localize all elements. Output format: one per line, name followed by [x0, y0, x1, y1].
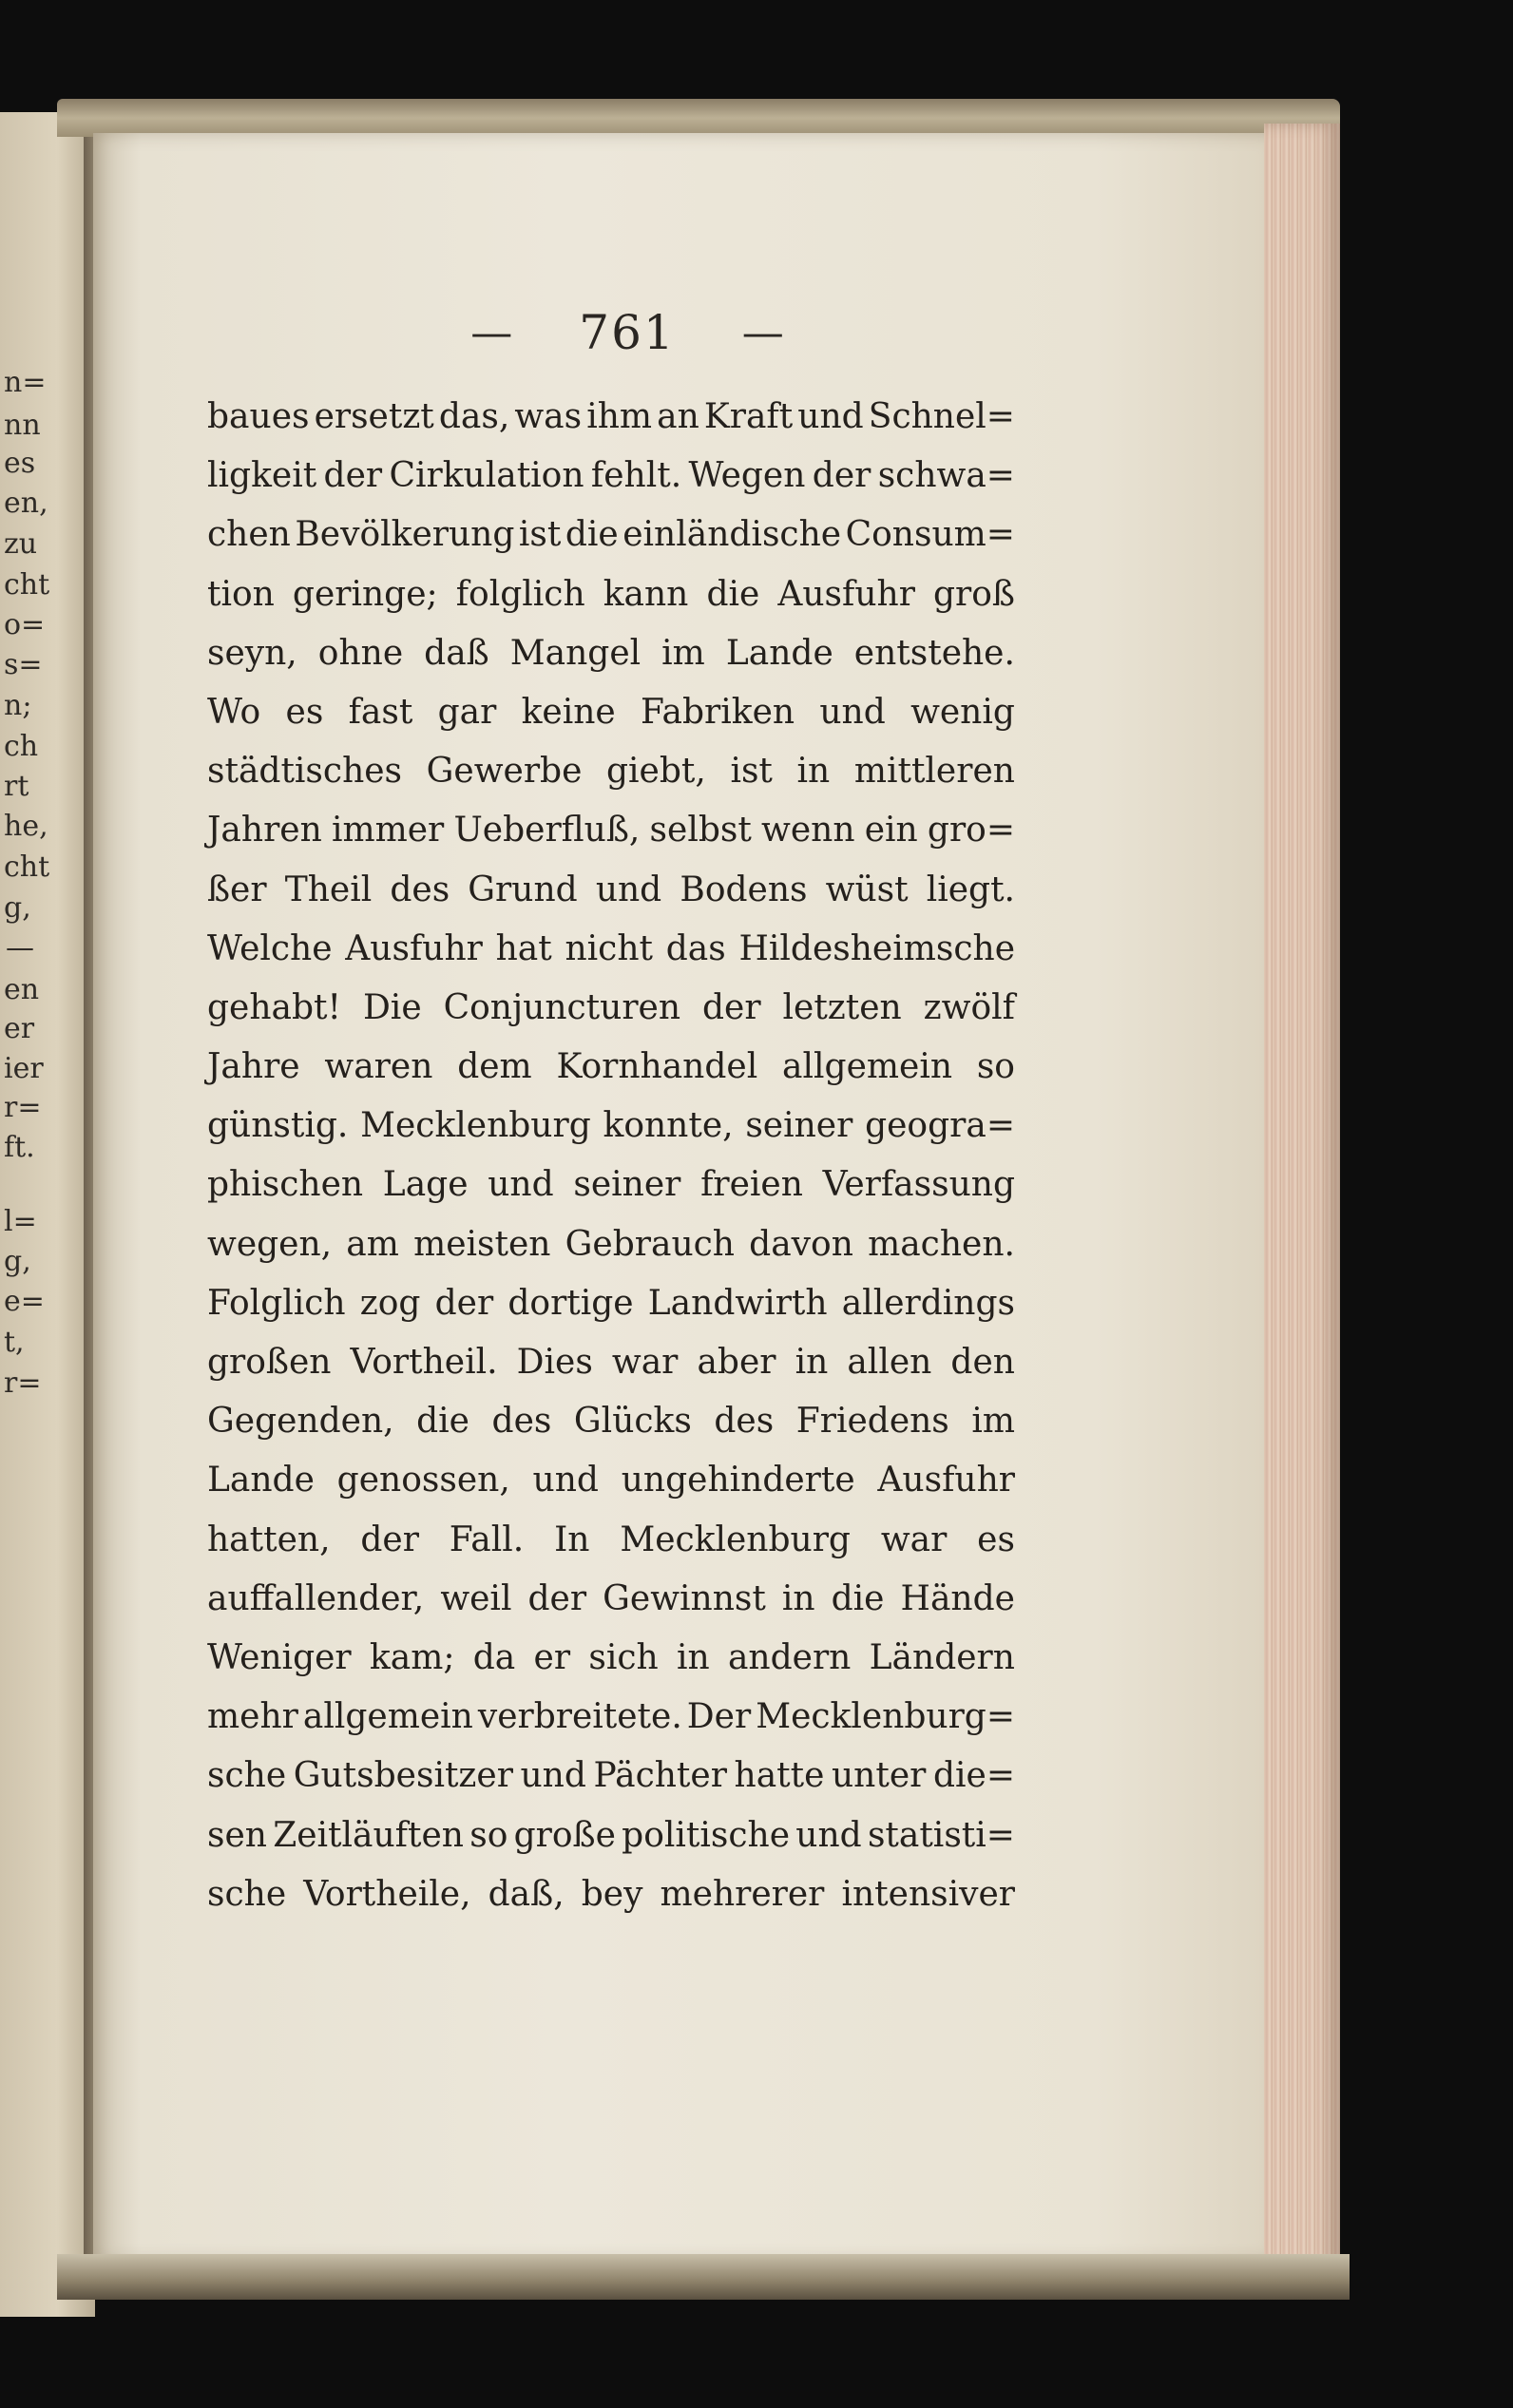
left-page-fragment: zu [4, 527, 38, 561]
left-page-fragment: en, [4, 487, 48, 520]
left-page-fragment: g, [4, 891, 31, 925]
facing-left-page [0, 112, 95, 2317]
header-dash-left: — [470, 308, 513, 357]
left-page-fragment: es [4, 447, 36, 480]
left-page-fragment: nn [4, 409, 41, 442]
text-line: Weniger kam; da er sich in andern Ländern [207, 1637, 1015, 1677]
text-line: baues ersetzt das, was ihm an Kraft und Schnel= [207, 397, 1015, 436]
text-line: ligkeit der Cirkulation fehlt. Wegen der schwa= [207, 456, 1015, 496]
text-line: mehr allgemein verbreitete. Der Mecklenburg= [207, 1697, 1015, 1737]
text-line: Folglich zog der dortige Landwirth allerdings [207, 1283, 1015, 1323]
left-page-fragment: s= [4, 648, 43, 681]
text-line: sche Gutsbesitzer und Pächter hatte unter die= [207, 1756, 1015, 1796]
left-page-fragment: rt [4, 770, 29, 803]
left-page-fragment: r= [4, 1091, 42, 1124]
text-line: Jahren immer Ueberfluß, selbst wenn ein gro= [207, 811, 1015, 850]
page-fore-edge [1264, 124, 1340, 2271]
left-page-fragment: cht [4, 850, 50, 884]
left-page-fragment: — [6, 931, 34, 965]
page-top-edge [57, 99, 1340, 137]
left-page-fragment: he, [4, 810, 48, 843]
left-page-fragment: l= [4, 1205, 37, 1238]
text-line: Welche Ausfuhr hat nicht das Hildesheimsche [207, 928, 1015, 968]
text-line: ßer Theil des Grund und Bodens wüst liegt. [207, 870, 1015, 909]
left-page-fragment: t, [4, 1326, 25, 1359]
left-page-fragment: cht [4, 568, 50, 602]
text-line: städtisches Gewerbe giebt, ist in mittleren [207, 752, 1015, 792]
text-line: auffallender, weil der Gewinnst in die Hände [207, 1578, 1015, 1618]
page-bottom-edge [57, 2254, 1350, 2300]
text-line: großen Vortheil. Dies war aber in allen den [207, 1343, 1015, 1382]
page-number: 761 [579, 305, 676, 360]
text-line: Wo es fast gar keine Fabriken und wenig [207, 692, 1015, 732]
left-page-fragment: en [4, 973, 40, 1006]
left-page-fragment: n; [4, 689, 32, 722]
left-page-fragment: g, [4, 1245, 31, 1278]
text-line: tion geringe; folglich kann die Ausfuhr groß [207, 574, 1015, 614]
left-page-fragment: e= [4, 1285, 45, 1318]
text-line: günstig. Mecklenburg konnte, seiner geogra= [207, 1106, 1015, 1146]
text-line: seyn, ohne daß Mangel im Lande entstehe. [207, 633, 1015, 673]
left-page-fragment: ft. [4, 1131, 35, 1164]
text-line: hatten, der Fall. In Mecklenburg war es [207, 1519, 1015, 1559]
text-line: sen Zeitläuften so große politische und statisti= [207, 1815, 1015, 1855]
left-page-fragment: ier [4, 1052, 44, 1085]
left-page-fragment: n= [4, 366, 47, 399]
text-line: Gegenden, die des Glücks des Friedens im [207, 1402, 1015, 1442]
text-line: chen Bevölkerung ist die einländische Consum= [207, 515, 1015, 555]
text-line: sche Vortheile, daß, bey mehrerer intensiver [207, 1874, 1015, 1914]
left-page-fragment: o= [4, 608, 46, 641]
left-page-fragment: r= [4, 1366, 42, 1400]
left-page-fragment: er [4, 1012, 35, 1045]
text-line: gehabt! Die Conjuncturen der letzten zwölf [207, 987, 1015, 1027]
header-dash-right: — [741, 308, 784, 357]
page-header [418, 295, 836, 371]
text-line: Lande genossen, und ungehinderte Ausfuhr [207, 1461, 1015, 1500]
text-line: phischen Lage und seiner freien Verfassung [207, 1165, 1015, 1205]
text-line: wegen, am meisten Gebrauch davon machen. [207, 1224, 1015, 1264]
body-text [207, 388, 1015, 1924]
text-line: Jahre waren dem Kornhandel allgemein so [207, 1047, 1015, 1087]
left-page-fragment: ch [4, 730, 39, 763]
